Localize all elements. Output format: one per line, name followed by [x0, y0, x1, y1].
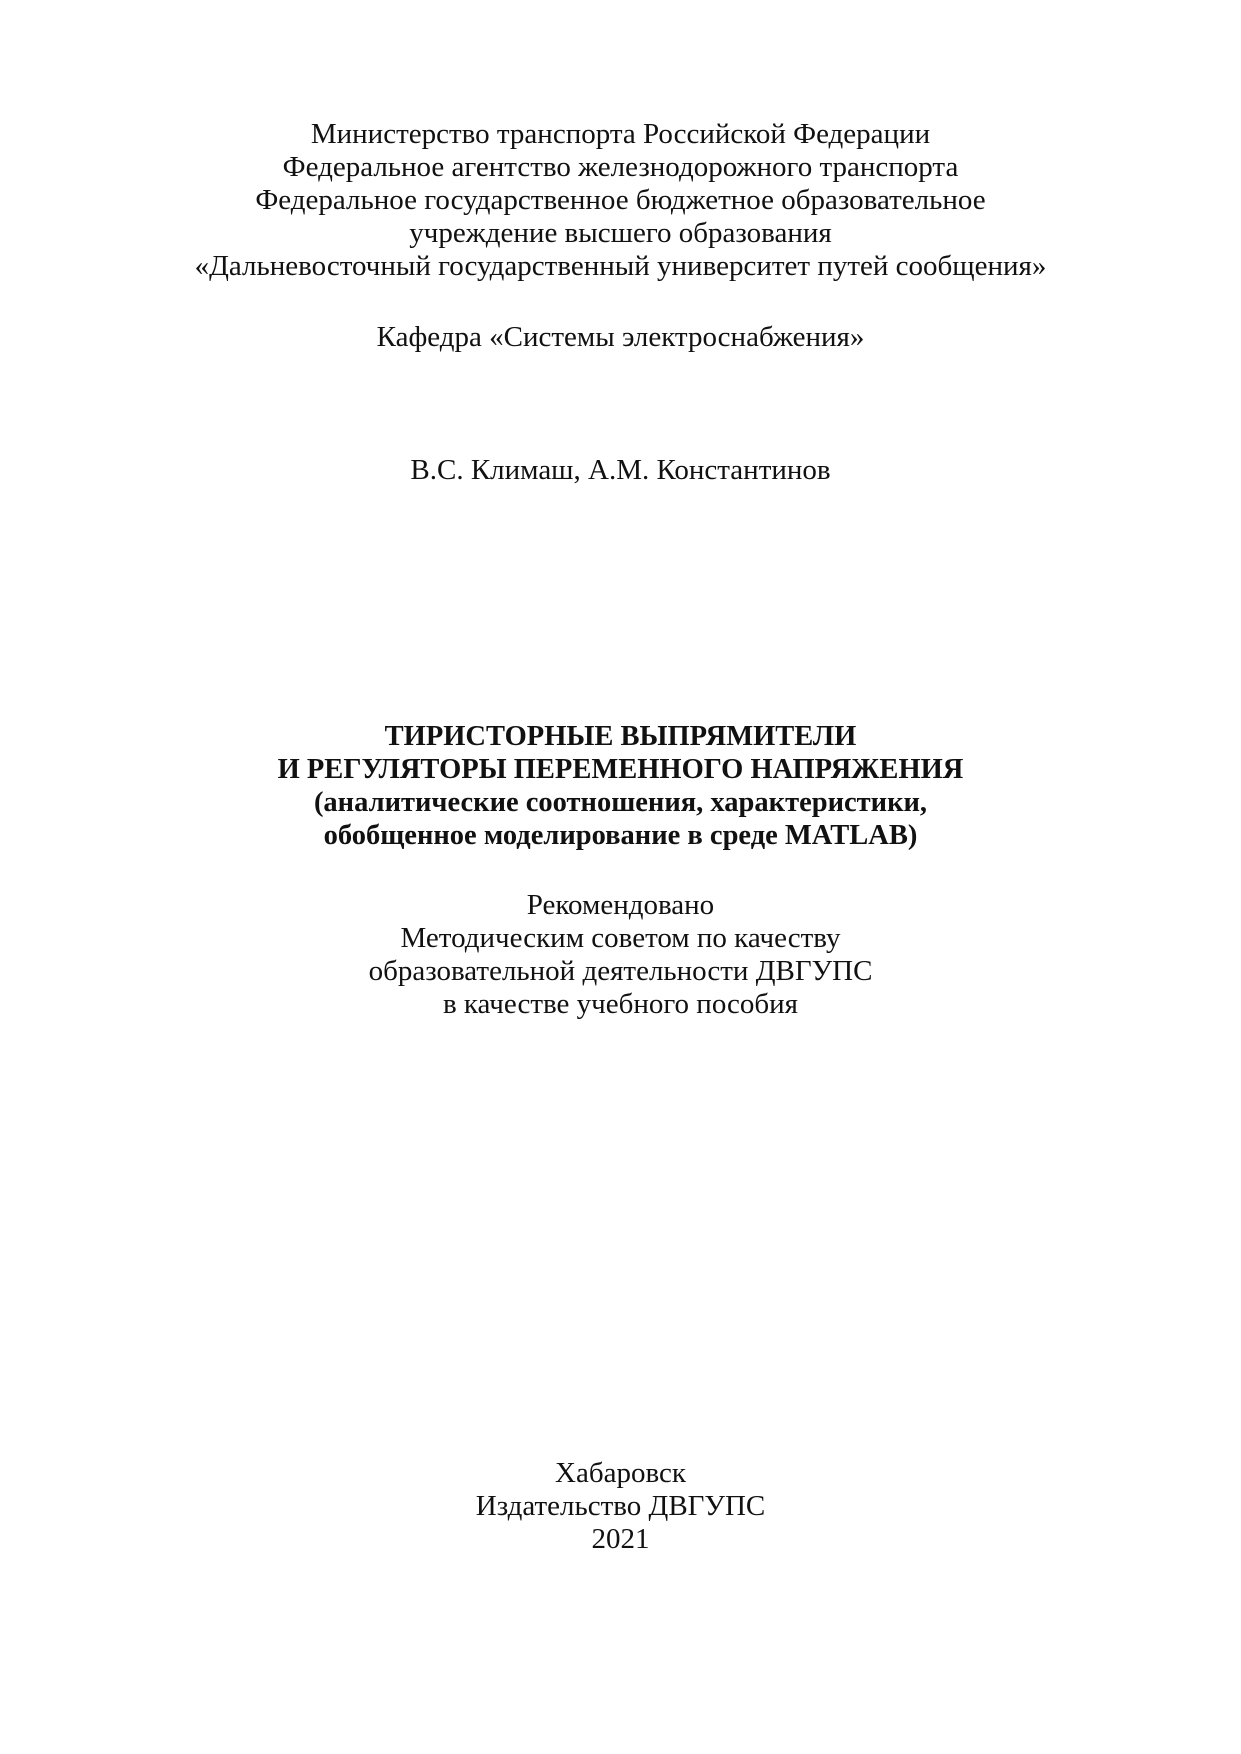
title-line-2: И РЕГУЛЯТОРЫ ПЕРЕМЕННОГО НАПРЯЖЕНИЯ — [277, 754, 964, 785]
institution-header — [0, 118, 1241, 283]
title-line-1: ТИРИСТОРНЫЕ ВЫПРЯМИТЕЛИ — [384, 721, 857, 752]
recommendation-note — [0, 889, 1241, 1021]
department-name — [0, 321, 1241, 354]
subtitle-line-2: обобщенное моделирование в среде MATLAB) — [323, 820, 918, 851]
recommendation-line-3: образовательной деятельности ДВГУПС — [368, 955, 873, 987]
institution-type-line-2: учреждение высшего образования — [409, 217, 832, 249]
imprint-publisher: Издательство ДВГУПС — [475, 1490, 766, 1522]
agency-line: Федеральное агентство железнодорожного транспорта — [282, 151, 959, 183]
authors-line: В.С. Климаш, А.М. Константинов — [410, 454, 831, 486]
university-name-line: «Дальневосточный государственный университет путей сообщения» — [194, 250, 1047, 282]
recommendation-line-1: Рекомендовано — [526, 889, 715, 921]
imprint-city: Хабаровск — [555, 1457, 686, 1489]
institution-type-line: Федеральное государственное бюджетное образовательное — [255, 184, 986, 216]
recommendation-line-4: в качестве учебного пособия — [442, 988, 799, 1020]
authors — [0, 454, 1241, 487]
book-title — [0, 720, 1241, 852]
recommendation-line-2: Методическим советом по качеству — [400, 922, 841, 954]
subtitle-line-1: (аналитические соотношения, характеристики, — [313, 787, 928, 818]
ministry-line: Министерство транспорта Российской Федерации — [310, 118, 931, 150]
department-line: Кафедра «Системы электроснабжения» — [376, 321, 865, 353]
imprint-year: 2021 — [591, 1523, 650, 1555]
imprint — [0, 1457, 1241, 1556]
